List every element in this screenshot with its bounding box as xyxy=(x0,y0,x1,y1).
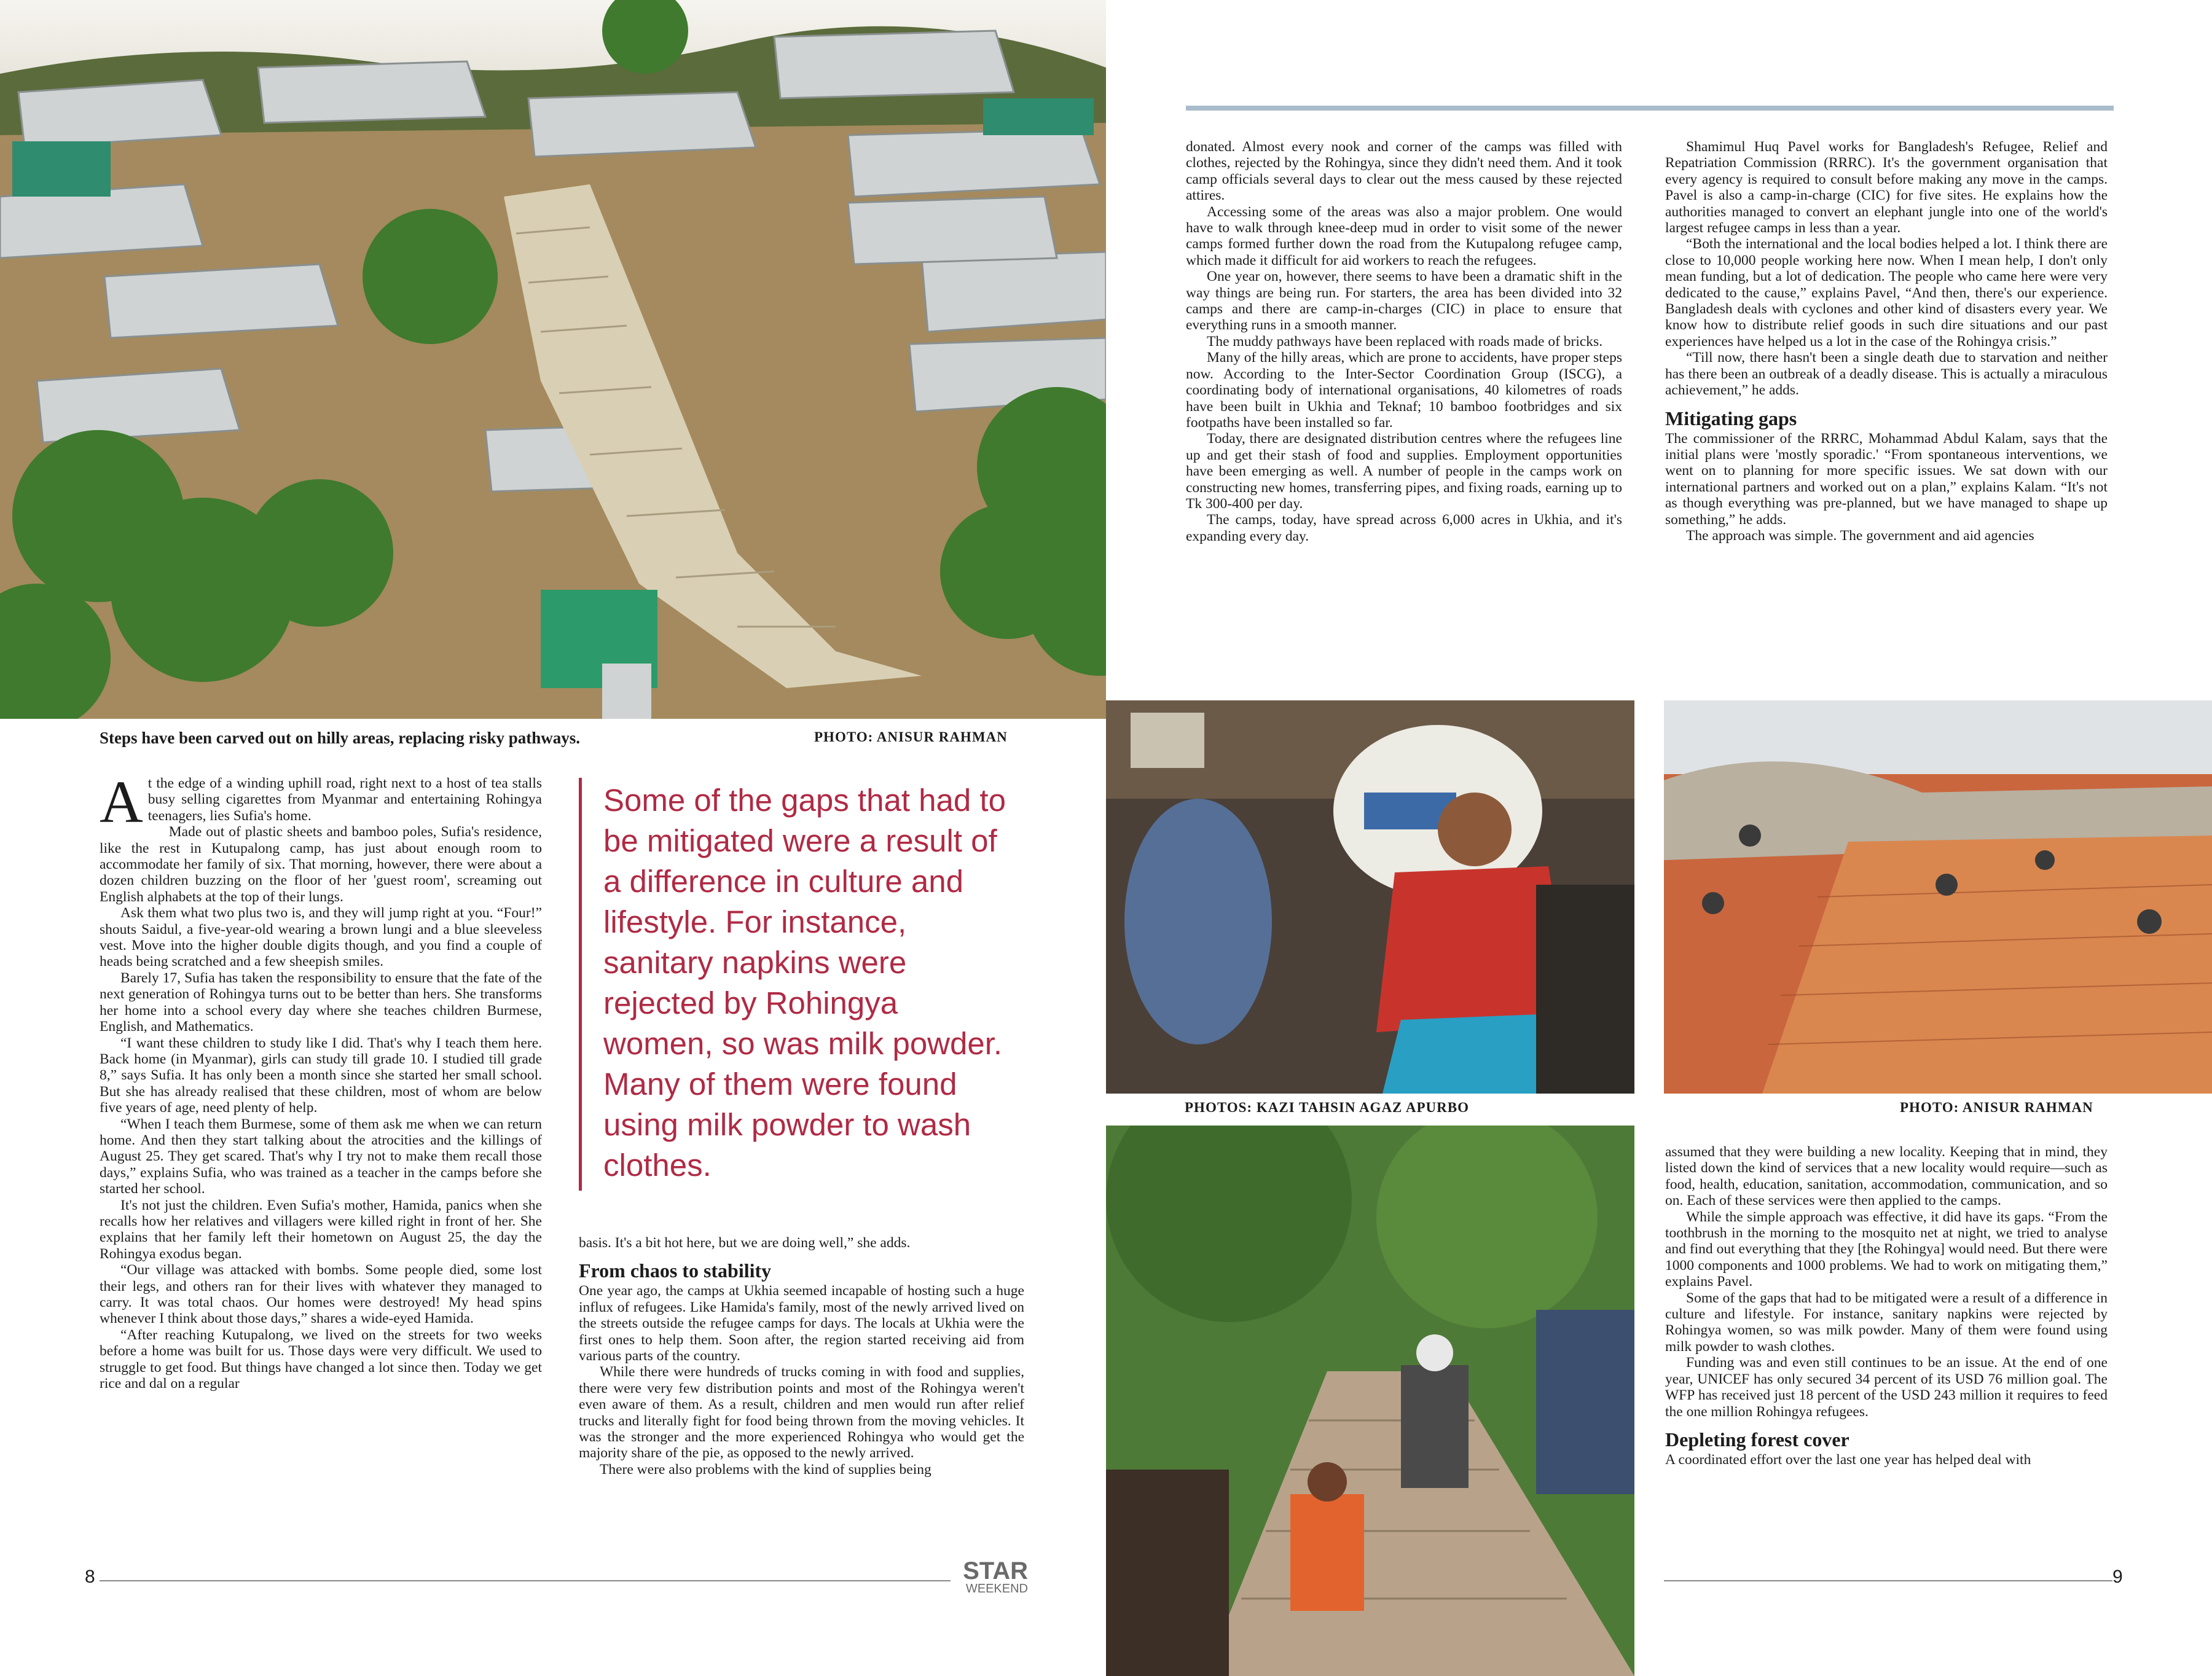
paragraph: basis. It's a bit hot here, but we are doing well,” she adds. xyxy=(579,1235,911,1251)
left-column-2 xyxy=(579,1235,1024,1478)
paragraph: While the simple approach was effective, it did have its gaps. “From the toothbrush in the morning to the mosquito net at night, we tried to analyse and find out everything that they [the Rohingya] would need. But there were 1000 components and 1000 problems. We had to work on mitigating them,” explains Pavel. xyxy=(1665,1208,2108,1290)
hero-credit: PHOTO: ANISUR RAHMAN xyxy=(814,729,1008,745)
paragraph: It's not just the children. Even Sufia's mother, Hamida, panics when she recalls how her relatives and villagers were killed right in front of her. She explains that her family left their hometown on August 25, the day the Rohingya exodus began. xyxy=(100,1197,542,1262)
paragraph: Funding was and even still continues to be an issue. At the end of one year, UNICEF has only secured 34 percent of its USD 76 million goal. The WFP has received just 18 percent of the USD 243 million it requires to feed the one million Rohingya refugees. xyxy=(1665,1355,2108,1420)
paragraph: The camps, today, have spread across 6,000 acres in Ukhia, and it's expanding every day. xyxy=(1186,512,1622,544)
footer-rule-right xyxy=(1664,1580,2112,1581)
paragraph: “After reaching Kutupalong, we lived on the streets for two weeks before a home was built for us. Those days were very difficult. We used to struggle to get food. But things have changed a lot since then. Today we get rice and dal on a regular xyxy=(100,1326,542,1392)
paragraph: “Till now, there hasn't been a single death due to starvation and neither has there been an outbreak of a deadly disease. This is actually a miraculous achievement,” he adds. xyxy=(1665,350,2108,399)
stairs-photo xyxy=(1106,1126,1634,1676)
pull-quote: Some of the gaps that had to be mitigated were a result of a difference in culture and lifestyle. For instance, sanitary napkins were rejected by Rohingya women, so was milk powder. Many of them were found using milk powder to wash clothes. xyxy=(603,783,1006,1183)
paragraph: Ask them what two plus two is, and they will jump right at you. “Four!” shouts Saidul, a five-year-old wearing a brown lungi and a blue sleeveless vest. Move into the higher double digits though, and you find a couple of heads being scratched and a few sheepish smiles. xyxy=(100,905,542,970)
paragraph: The muddy pathways have been replaced with roads made of bricks. xyxy=(1207,333,1603,350)
paragraph: A coordinated effort over the last one year has helped deal with xyxy=(1665,1451,2031,1468)
paragraph: “Both the international and the local bodies helped a lot. I think there are close to 10,000 people working here now. When I mean help, I don't only mean funding, but a lot of dedication. The people who came here were very dedicated to the cause,” explains Pavel, “And then, there's our experience. Bangladesh deals with cyclones and other kind of disasters every year. We know how to distribute relief goods in such dire situations and our past experiences have helped us a lot in the case of the Rohingya crisis.” xyxy=(1665,236,2108,350)
logo-star: STAR xyxy=(963,1557,1028,1584)
hero-photo xyxy=(0,0,1106,719)
section-heading: Depleting forest cover xyxy=(1665,1428,1849,1451)
relief-distribution-photo xyxy=(1106,700,1634,1094)
paragraph: donated. Almost every nook and corner of the camps was filled with clothes, rejected by the Rohingya, since they didn't need them. And it took camp officials several days to clear out the mess caused by these rejected attires. xyxy=(1186,139,1622,204)
paragraph: Shamimul Huq Pavel works for Bangladesh's Refugee, Relief and Repatriation Commission (RRRC). It's the government organisation that every agency is required to consult before making any move in the camps. Pavel is also a camp-in-charge (CIC) for five sites. He explains how the authorities managed to convert an elephant jungle into one of the world's largest refugee camps in less than a year. xyxy=(1665,139,2108,237)
brick-road-photo xyxy=(1664,700,2212,1094)
section-heading: Mitigating gaps xyxy=(1665,407,1797,429)
paragraph: The commissioner of the RRRC, Mohammad Abdul Kalam, says that the initial plans were 'mostly sporadic.' “From spontaneous interventions, we went on to planning for more specific issues. We sat down with our international partners and worked out on a plan,” explains Kalam. “It's not as though everything was pre-planned, but we have managed to shape up something,” he adds. xyxy=(1665,430,2108,528)
paragraph: The approach was simple. The government and aid agencies xyxy=(1686,527,2034,544)
right-column-2 xyxy=(1665,139,2108,544)
top-rule xyxy=(1186,106,2114,111)
paragraph: “When I teach them Burmese, some of them ask me when we can return home. And then they start talking about the atrocities and the killings of August 25. They get scared. That's why I try not to make them recall those days,” explains Sufia, who was trained as a teacher in the camps before she started her school. xyxy=(100,1116,542,1197)
paragraph: Barely 17, Sufia has taken the responsibility to ensure that the fate of the next generation of Rohingya turns out to be better than hers. She transforms her home into a school every day where she teaches children Burmese, English, and Mathematics. xyxy=(100,969,542,1035)
logo-weekend: WEEKEND xyxy=(965,1582,1028,1596)
paragraph: Some of the gaps that had to be mitigated were a result of a difference in culture and lifestyle. For instance, sanitary napkins were rejected by Rohingya women, so was milk powder. Many of them were found using milk powder to wash clothes. xyxy=(1665,1290,2108,1355)
paragraph: There were also problems with the kind of supplies being xyxy=(600,1461,931,1478)
star-weekend-logo xyxy=(954,1559,1028,1595)
drop-cap: A xyxy=(100,769,143,836)
pull-quote-rule xyxy=(579,778,582,1191)
right-column-3 xyxy=(1665,1144,2108,1468)
paragraph: “Our village was attacked with bombs. Some people died, some lost their legs, and others ran for their lives with whatever they managed to carry. It was total chaos. Our homes were destroyed! My head spins whenever I think about those days,” shares a wide-eyed Hamida. xyxy=(100,1262,542,1327)
page-number: 8 xyxy=(85,1567,95,1587)
paragraph: “I want these children to study like I did. That's why I teach them here. Back home (in Myanmar), girls can study till grade 10. I studied till grade 8,” says Sufia. It has only been a month since she started her small school. But she has already realised that these children, most of whom are below five years of age, need plenty of help. xyxy=(100,1035,542,1116)
paragraph: Many of the hilly areas, which are prone to accidents, have proper steps now. According to the Inter-Sector Coordination Group (ISCG), a coordinating body of international organisations, 40 kilometres of roads have been built in Ukhia and Teknaf; 10 bamboo footbridges and six footpaths have been installed so far. xyxy=(1186,350,1622,431)
paragraph: assumed that they were building a new locality. Keeping that in mind, they listed down the kind of services that a new locality would require—such as food, health, education, sanitation, accommodation, communication, and so on. Each of these services were then applied to the camps. xyxy=(1665,1144,2108,1209)
paragraph: While there were hundreds of trucks coming in with food and supplies, there were very few distribution points and most of the Rohingya weren't even aware of them. As a result, children and men would run after relief trucks and literally fight for food being thrown from the moving vehicles. It was the stronger and the more experienced Rohingya who would get the majority share of the pie, as opposed to the newly arrived. xyxy=(579,1364,1024,1462)
footer-rule xyxy=(100,1580,951,1581)
paragraph: Today, there are designated distribution centres where the refugees line up and get their stash of food and supplies. Employment opportunities have been emerging as well. A number of people in the camps work on constructing new homes, transferring pipes, and fixing roads, earning up to Tk 300-400 per day. xyxy=(1186,431,1622,512)
opening-paragraph: t the edge of a winding uphill road, right next to a host of tea stalls busy selling cigarettes from Myanmar and entertaining Rohingya teenagers, lies Sufia's home. xyxy=(147,775,542,824)
photo-credit-right: PHOTO: ANISUR RAHMAN xyxy=(1900,1100,2093,1115)
paragraph: One year on, however, there seems to have been a dramatic shift in the way things are being run. For starters, the area has been divided into 32 camps and there are camp-in-charges (CIC) in place to ensure that everything runs in a smooth manner. xyxy=(1186,268,1622,334)
right-column-1 xyxy=(1186,139,1622,544)
section-heading: From chaos to stability xyxy=(579,1259,772,1282)
hero-caption: Steps have been carved out on hilly areas, replacing risky pathways. xyxy=(100,729,581,747)
photos-credit-left: PHOTOS: KAZI TAHSIN AGAZ APURBO xyxy=(1185,1100,1469,1115)
left-column-1 xyxy=(100,769,542,1392)
page-number-right: 9 xyxy=(2112,1567,2123,1587)
paragraph: Made out of plastic sheets and bamboo poles, Sufia's residence, like the rest in Kutupalong camp, has just about enough room to accommodate her family of six. That morning, however, there were about a dozen children buzzing on the floor of her 'guest room', screaming out English alphabets at the top of their lungs. xyxy=(100,824,542,905)
paragraph: One year ago, the camps at Ukhia seemed incapable of hosting such a huge influx of refugees. Like Hamida's family, most of the newly arrived lived on the streets outside the refugee camps for days. The locals at Ukhia were the first ones to help them. Soon after, the region started receiving aid from various parts of the country. xyxy=(579,1283,1024,1365)
paragraph: Accessing some of the areas was also a major problem. One would have to walk through knee-deep mud in order to visit some of the newer camps formed further down the road from the Kutupalong refugee camp, which made it difficult for aid workers to reach the refugees. xyxy=(1186,203,1622,268)
